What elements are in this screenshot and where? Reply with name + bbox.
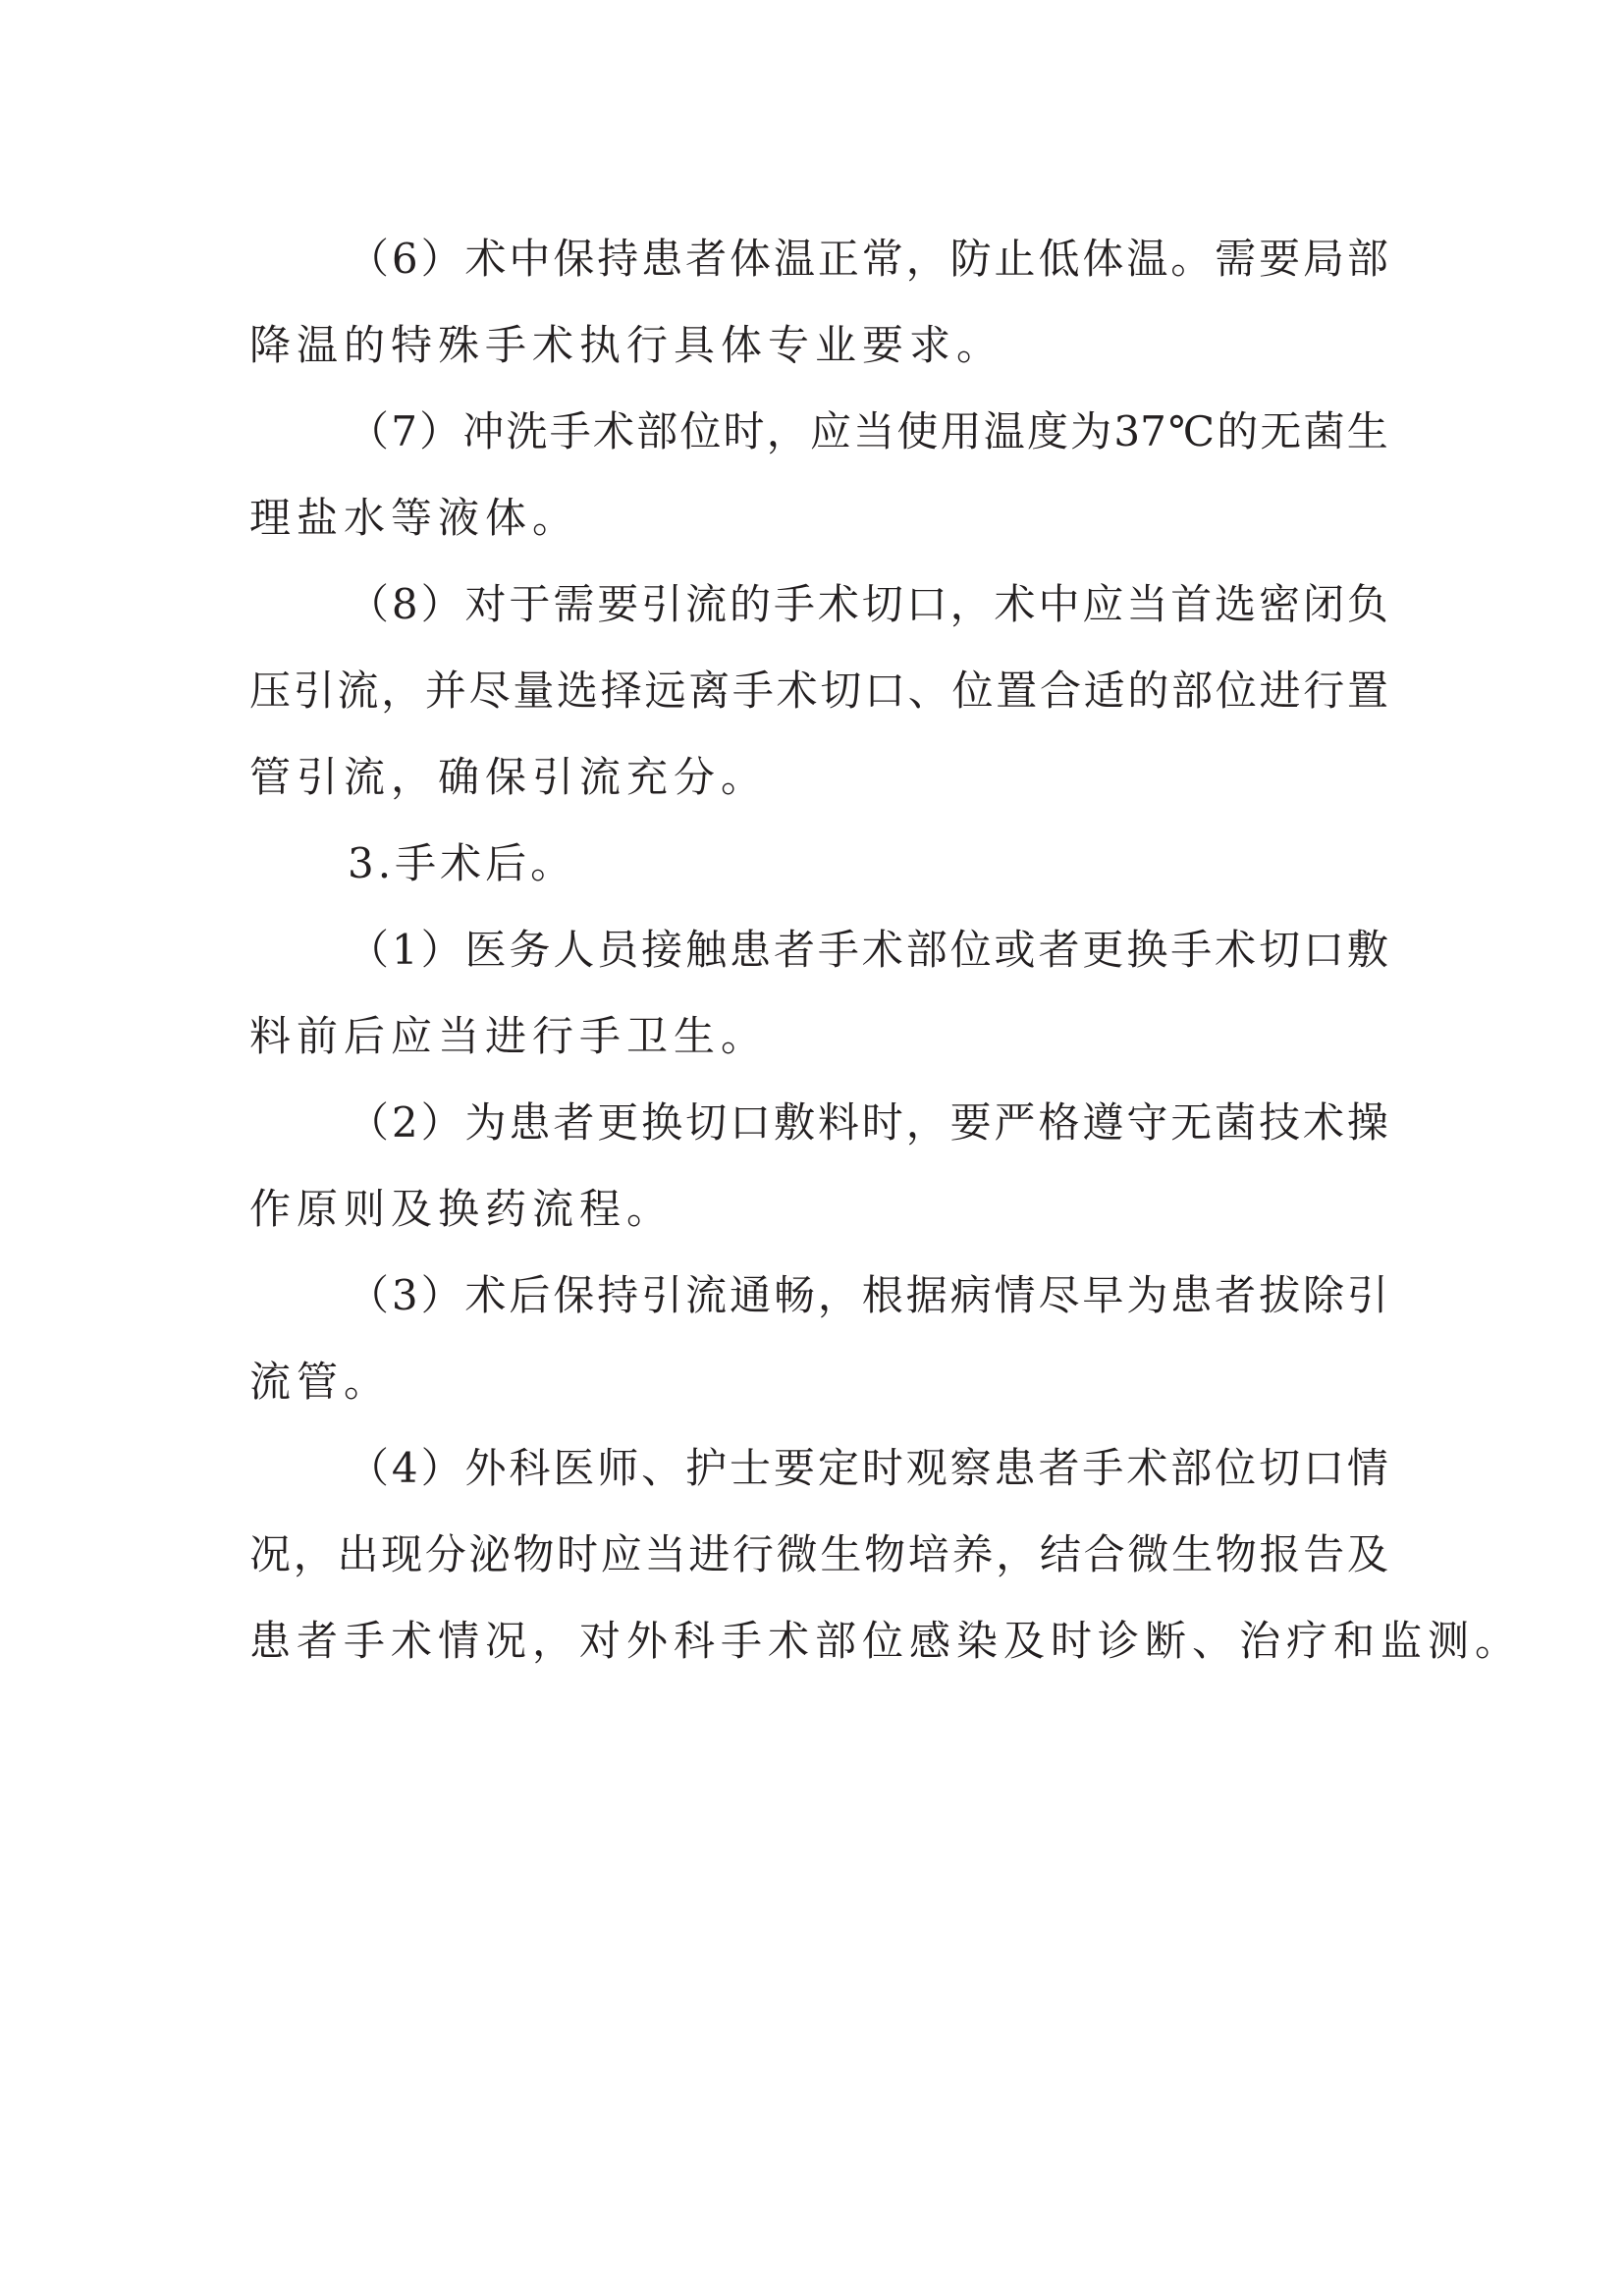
paragraph-p8 xyxy=(249,561,1388,821)
section-heading xyxy=(249,821,1388,907)
paragraph-line: （ 2 ） 为 患 者 更 换 切 口 敷 料 时 ， 要 严 格 遵 守 无 菌 技 术 操 xyxy=(348,1098,1388,1147)
paragraph-line: 理盐水等液体。 xyxy=(249,494,580,542)
paragraph-line: 患者手术情况，对外科手术部位感染及时诊断、治疗和监测。 xyxy=(249,1617,1523,1665)
paragraph-q2 xyxy=(249,1080,1388,1253)
document-body xyxy=(249,216,1523,1684)
paragraph-q3 xyxy=(249,1253,1388,1425)
paragraph-line: 流管。 xyxy=(249,1358,392,1406)
paragraph-line: （ 3 ） 术 后 保 持 引 流 通 畅 ， 根 据 病 情 尽 早 为 患 者 拔 除 引 xyxy=(348,1271,1388,1319)
paragraph-p7 xyxy=(249,389,1388,561)
paragraph-line: （ 7 ） 冲 洗 手 术 部 位 时 ， 应 当 使 用 温 度 为 37 ℃ 的 无 菌 生 xyxy=(348,407,1388,455)
paragraph-line: 作原则及换药流程。 xyxy=(249,1185,675,1233)
paragraph-line: 降温的特殊手术执行具体专业要求。 xyxy=(249,321,1004,369)
paragraph-line: 压 引 流 ， 并 尽 量 选 择 远 离 手 术 切 口 、 位 置 合 适 的 部 位 进 行 置 xyxy=(249,667,1388,715)
paragraph-q1 xyxy=(249,907,1388,1080)
paragraph-line: 况 ， 出 现 分 泌 物 时 应 当 进 行 微 生 物 培 养 ， 结 合 微 生 物 报 告 及 xyxy=(249,1530,1388,1578)
paragraph-p6 xyxy=(249,216,1388,389)
paragraph-line: （ 4 ） 外 科 医 师 、 护 士 要 定 时 观 察 患 者 手 术 部 位 切 口 情 xyxy=(348,1444,1388,1492)
paragraph-line: （ 1 ） 医 务 人 员 接 触 患 者 手 术 部 位 或 者 更 换 手 术 切 口 敷 xyxy=(348,926,1388,974)
paragraph-line: （ 6 ） 术 中 保 持 患 者 体 温 正 常 ， 防 止 低 体 温 。 需 要 局 部 xyxy=(348,235,1388,283)
paragraph-q4 xyxy=(249,1425,1523,1684)
paragraph-line: 料前后应当进行手卫生。 xyxy=(249,1012,769,1060)
paragraph-line: 管引流，确保引流充分。 xyxy=(249,753,769,801)
paragraph-line: 3.手术后。 xyxy=(348,839,576,887)
paragraph-line: （ 8 ） 对 于 需 要 引 流 的 手 术 切 口 ， 术 中 应 当 首 选 密 闭 负 xyxy=(348,580,1388,628)
